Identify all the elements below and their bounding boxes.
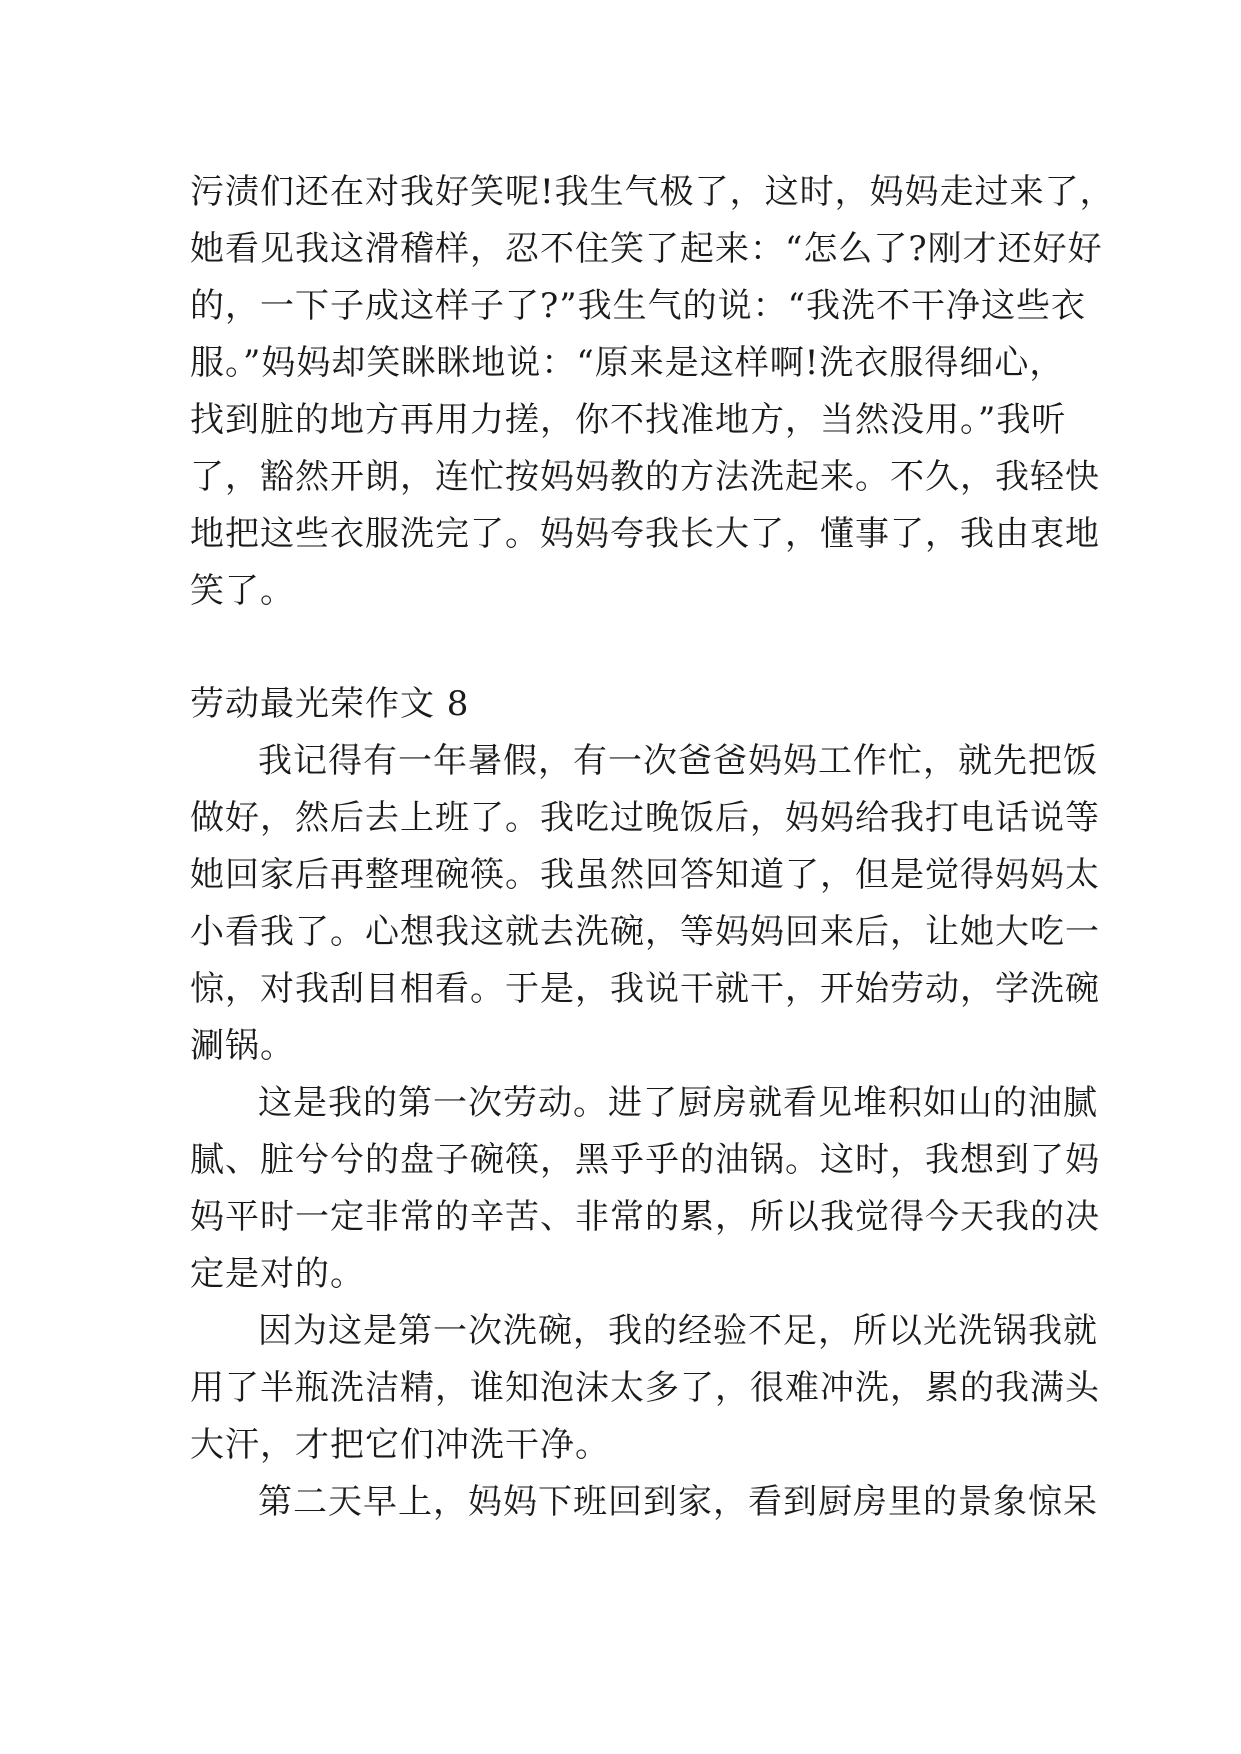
paragraph-first-line: 这是我的第一次劳动。进了厨房就看见堆积如山的油腻: [258, 1083, 1098, 1123]
text-line: 她回家后再整理碗筷。我虽然回答知道了，但是觉得妈妈太: [190, 855, 1100, 895]
paragraph-first-line: 我记得有一年暑假，有一次爸爸妈妈工作忙，就先把饭: [258, 741, 1098, 781]
text-line: 找到脏的地方再用力搓，你不找准地方，当然没用。”我听: [190, 400, 1067, 440]
text-line: 污渍们还在对我好笑呢!我生气极了，这时，妈妈走过来了，: [190, 172, 1115, 212]
text-line: 定是对的。: [190, 1254, 365, 1294]
text-line: 地把这些衣服洗完了。妈妈夸我长大了，懂事了，我由衷地: [190, 514, 1100, 554]
text-line: 服。”妈妈却笑眯眯地说：“原来是这样啊!洗衣服得细心，: [190, 343, 1065, 383]
text-line: 小看我了。心想我这就去洗碗，等妈妈回来后，让她大吃一: [190, 912, 1100, 952]
text-line: 涮锅。: [190, 1026, 295, 1066]
text-line: 妈平时一定非常的辛苦、非常的累，所以我觉得今天我的决: [190, 1197, 1100, 1237]
text-line: 惊，对我刮目相看。于是，我说干就干，开始劳动，学洗碗: [190, 969, 1100, 1009]
paragraph-first-line: 第二天早上，妈妈下班回到家，看到厨房里的景象惊呆: [258, 1482, 1098, 1522]
text-line: 的，一下子成这样子了?”我生气的说：“我洗不干净这些衣: [190, 286, 1086, 326]
text-line: 用了半瓶洗洁精，谁知泡沫太多了，很难冲洗，累的我满头: [190, 1368, 1100, 1408]
text-line: 大汗，才把它们冲洗干净。: [190, 1425, 610, 1465]
text-line: 做好，然后去上班了。我吃过晚饭后，妈妈给我打电话说等: [190, 798, 1100, 838]
section-heading: 劳动最光荣作文 8: [190, 684, 470, 724]
text-line: 她看见我这滑稽样，忍不住笑了起来：“怎么了?刚才还好好: [190, 229, 1103, 269]
paragraph-first-line: 因为这是第一次洗碗，我的经验不足，所以光洗锅我就: [258, 1311, 1098, 1351]
text-line: 了，豁然开朗，连忙按妈妈教的方法洗起来。不久，我轻快: [190, 457, 1100, 497]
text-line: 笑了。: [190, 571, 295, 611]
text-line: 腻、脏兮兮的盘子碗筷，黑乎乎的油锅。这时，我想到了妈: [190, 1140, 1100, 1180]
